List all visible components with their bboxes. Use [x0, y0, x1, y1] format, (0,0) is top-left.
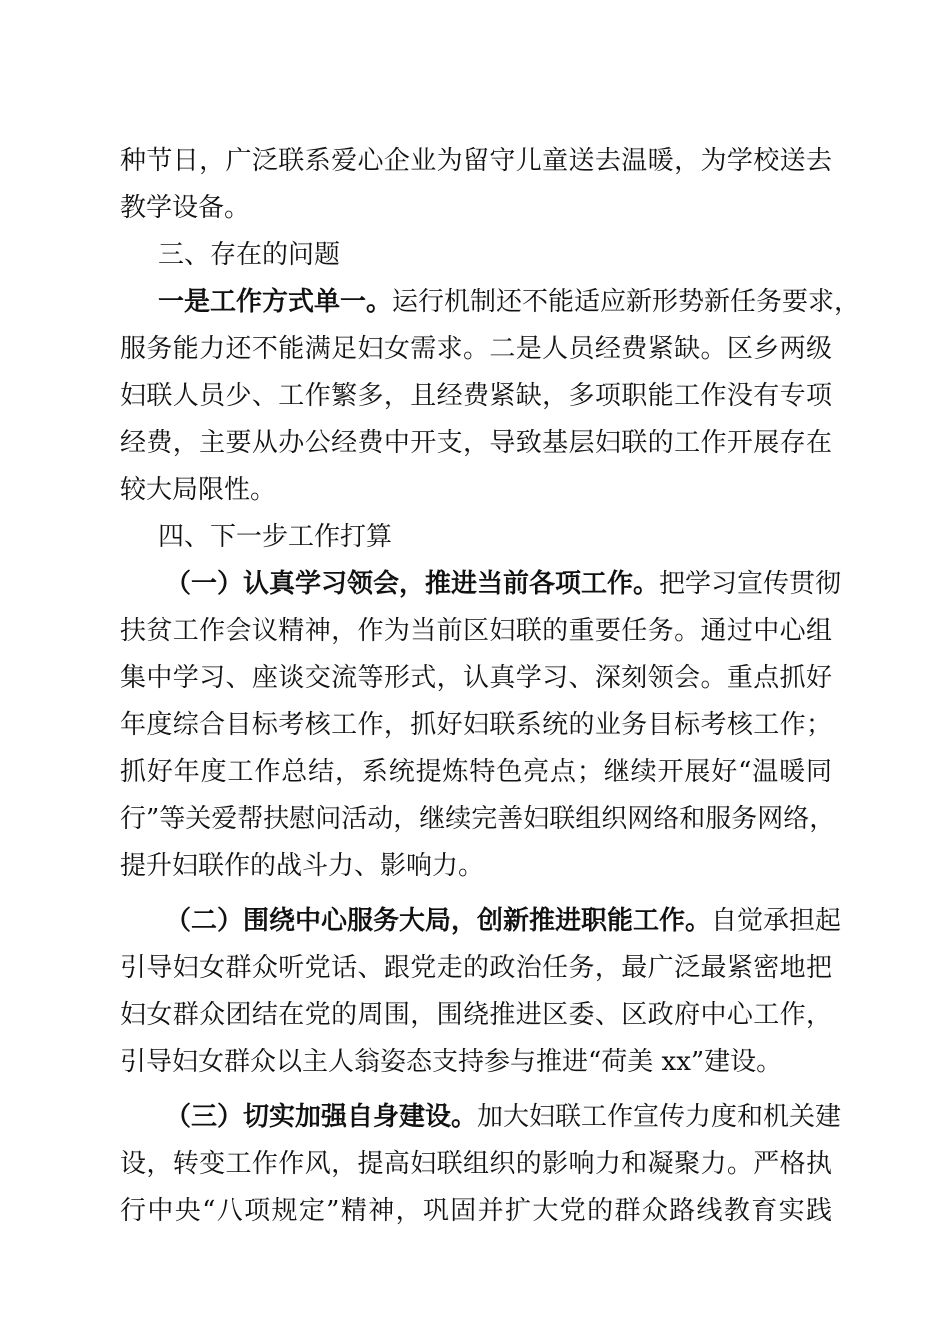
- text-line-first: [120, 561, 842, 608]
- lead-rest: 运行机制还不能适应新形势新任务要求，: [392, 287, 861, 317]
- lead-rest: 加大妇联工作宣传力度和机关建: [477, 1102, 842, 1132]
- lead-bold: 一是工作方式单一。: [158, 287, 393, 317]
- text-line: 年度综合目标考核工作，抓好妇联系统的业务目标考核工作；: [120, 710, 832, 740]
- text-line: 提升妇联作的战斗力、影响力。: [120, 851, 485, 881]
- text-line: 行中央“八项规定”精神，巩固并扩大党的群众路线教育实践: [120, 1196, 832, 1226]
- text-line: 行”等关爱帮扶慰问活动，继续完善妇联组织网络和服务网络，: [120, 804, 836, 834]
- text-line-first: [120, 279, 861, 326]
- text-line: 抓好年度工作总结，系统提炼特色亮点；继续开展好“温暖同: [120, 757, 832, 787]
- section-heading-next-steps: 四、下一步工作打算: [158, 522, 393, 552]
- paragraph-self-building: [120, 1094, 842, 1235]
- text-line: 引导妇女群众以主人翁姿态支持参与推进“荷美 xx”建设。: [120, 1047, 783, 1077]
- paragraph-continuation: [120, 138, 832, 232]
- paragraph-study: [120, 561, 842, 890]
- text-line: 集中学习、座谈交流等形式，认真学习、深刻领会。重点抓好: [120, 663, 832, 693]
- lead-bold: （一）认真学习领会，推进当前各项工作。: [165, 569, 660, 599]
- document-page: [120, 138, 861, 1235]
- text-line: 经费，主要从办公经费中开支，导致基层妇联的工作开展存在: [120, 428, 832, 458]
- section-heading-problems: 三、存在的问题: [158, 240, 341, 270]
- text-line: 种节日，广泛联系爱心企业为留守儿童送去温暖，为学校送去: [120, 146, 832, 176]
- lead-bold: （三）切实加强自身建设。: [165, 1102, 478, 1132]
- paragraph-gap: [120, 1086, 832, 1094]
- lead-bold: （二）围绕中心服务大局，创新推进职能工作。: [165, 906, 712, 936]
- text-line: 设，转变工作作风，提高妇联组织的影响力和凝聚力。严格执: [120, 1149, 832, 1179]
- lead-rest: 把学习宣传贯彻: [659, 569, 842, 599]
- lead-rest: 自觉承担起: [711, 906, 842, 936]
- text-line: 较大局限性。: [120, 475, 277, 505]
- text-line-first: [120, 898, 842, 945]
- paragraph-gap: [120, 890, 832, 898]
- text-line: 教学设备。: [120, 193, 251, 223]
- text-line: 妇女群众团结在党的周围，围绕推进区委、区政府中心工作，: [120, 1000, 832, 1030]
- text-line: 服务能力还不能满足妇女需求。二是人员经费紧缺。区乡两级: [120, 334, 832, 364]
- text-line: 引导妇女群众听党话、跟党走的政治任务，最广泛最紧密地把: [120, 953, 832, 983]
- text-line: 妇联人员少、工作繁多，且经费紧缺，多项职能工作没有专项: [120, 381, 832, 411]
- paragraph-problems: [120, 279, 861, 514]
- text-line: 扶贫工作会议精神，作为当前区妇联的重要任务。通过中心组: [120, 616, 832, 646]
- paragraph-center-work: [120, 898, 842, 1086]
- text-line-first: [120, 1094, 842, 1141]
